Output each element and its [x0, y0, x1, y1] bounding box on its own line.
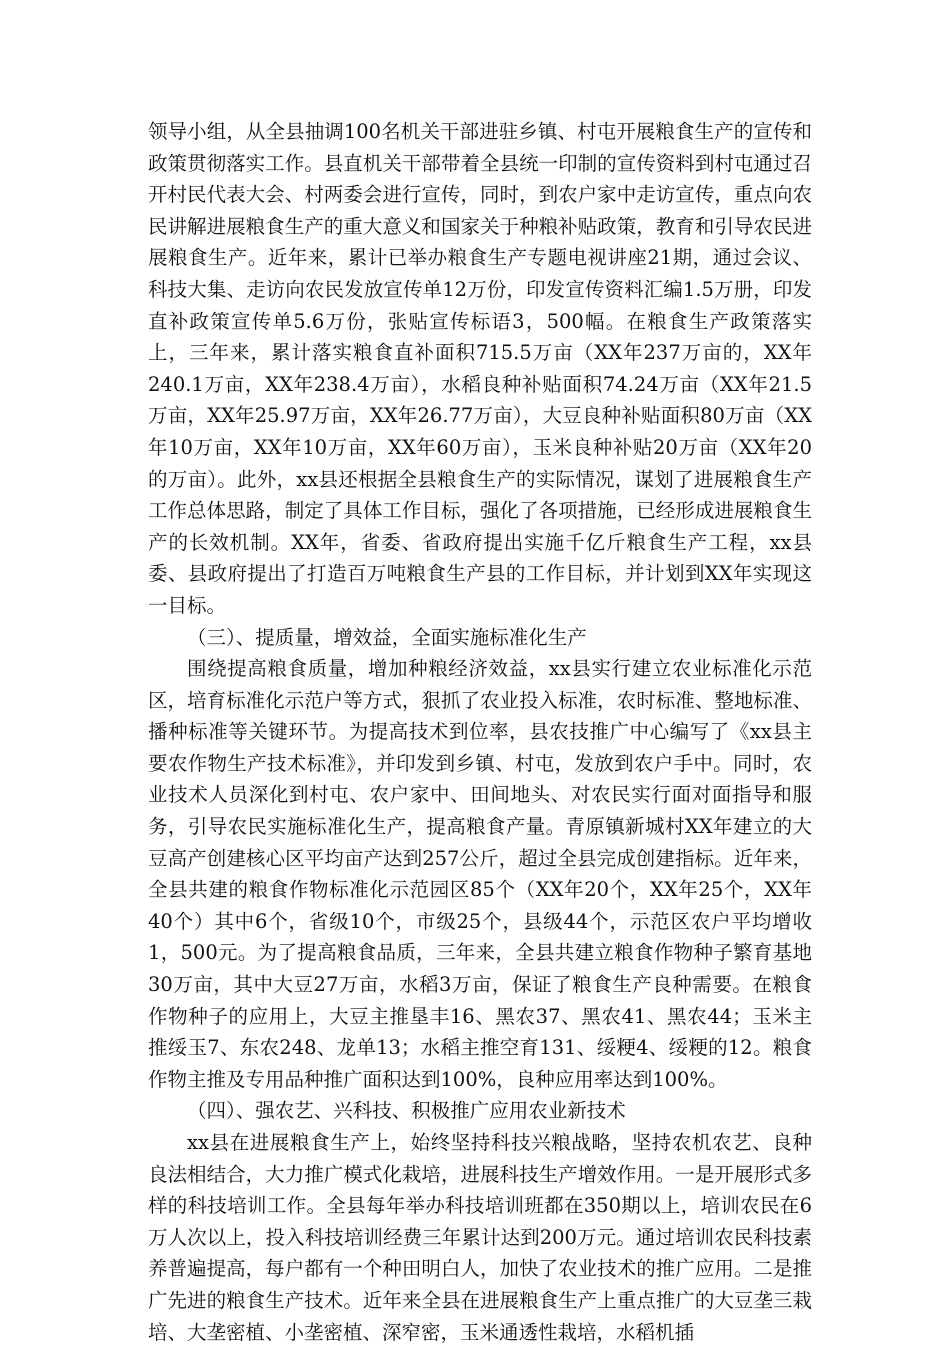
document-body	[148, 116, 812, 1348]
section-heading-4: （四）、强农艺、兴科技、积极推广应用农业新技术	[187, 1099, 626, 1123]
section-heading-3: （三）、提质量，增效益，全面实施标准化生产	[187, 625, 587, 649]
paragraph-continued: 领导小组，从全县抽调100名机关干部进驻乡镇、村屯开展粮食生产的宣传和政策贯彻落实工作。县直机关干部带着全县统一印制的宣传资料到村屯通过召开村民代表大会、村两委会进行宣传，同时，到农户家中走访宣传，重点向农民讲解进展粮食生产的重大意义和国家关于种粮补贴政策，教育和引导农民进展粮食生产。近年来，累计已举办粮食生产专题电视讲座21期，通过会议、科技大集、走访向农民发放宣传单12万份，印发宣传资料汇编1.5万册，印发直补政策宣传单5.6万份，张贴宣传标语3，500幅。在粮食生产政策落实上，三年来，累计落实粮食直补面积715.5万亩（XX年237万亩的，XX年240.1万亩，XX年238.4万亩），水稻良种补贴面积74.24万亩（XX年21.5万亩，XX年25.97万亩，XX年26.77万亩），大豆良种补贴面积80万亩（XX年10万亩，XX年10万亩，XX年60万亩），玉米良种补贴20万亩（XX年20的万亩）。此外，xx县还根据全县粮食生产的实际情况，谋划了进展粮食生产工作总体思路，制定了具体工作目标，强化了各项措施，已经形成进展粮食生产的长效机制。XX年，省委、省政府提出实施千亿斤粮食生产工程，xx县委、县政府提出了打造百万吨粮食生产县的工作目标，并计划到XX年实现这一目标。	[148, 120, 812, 617]
paragraph-standardization: 围绕提高粮食质量，增加种粮经济效益，xx县实行建立农业标准化示范区，培育标准化示范户等方式，狠抓了农业投入标准，农时标准、整地标准、播种标准等关键环节。为提高技术到位率，县农技推广中心编写了《xx县主要农作物生产技术标准》，并印发到乡镇、村屯，发放到农户手中。同时，农业技术人员深化到村屯、农户家中、田间地头、对农民实行面对面指导和服务，引导农民实施标准化生产，提高粮食产量。青原镇新城村XX年建立的大豆高产创建核心区平均亩产达到257公斤，超过全县完成创建指标。近年来，全县共建的粮食作物标准化示范园区85个（XX年20个，XX年25个，XX年40个）其中6个，省级10个，市级25个，县级44个，示范区农户平均增收1，500元。为了提高粮食品质，三年来，全县共建立粮食作物种子繁育基地30万亩，其中大豆27万亩，水稻3万亩，保证了粮食生产良种需要。在粮食作物种子的应用上，大豆主推垦丰16、黑农37、黑农41、黑农44；玉米主推绥玉7、东农248、龙单13；水稻主推空育131、绥粳4、绥粳的12。粮食作物主推及专用品种推广面积达到100%，良种应用率达到100%。	[148, 657, 812, 1091]
paragraph-technology: xx县在进展粮食生产上，始终坚持科技兴粮战略，坚持农机农艺、良种良法相结合，大力推广模式化栽培，进展科技生产增效作用。一是开展形式多样的科技培训工作。全县每年举办科技培训班都在350期以上，培训农民在6万人次以上，投入科技培训经费三年累计达到200万元。通过培训农民科技素养普遍提高，每户都有一个种田明白人，加快了农业技术的推广应用。二是推广先进的粮食生产技术。近年来全县在进展粮食生产上重点推广的大豆垄三栽培、大垄密植、小垄密植、深窄密，玉米通透性栽培，水稻机插	[148, 1131, 812, 1344]
